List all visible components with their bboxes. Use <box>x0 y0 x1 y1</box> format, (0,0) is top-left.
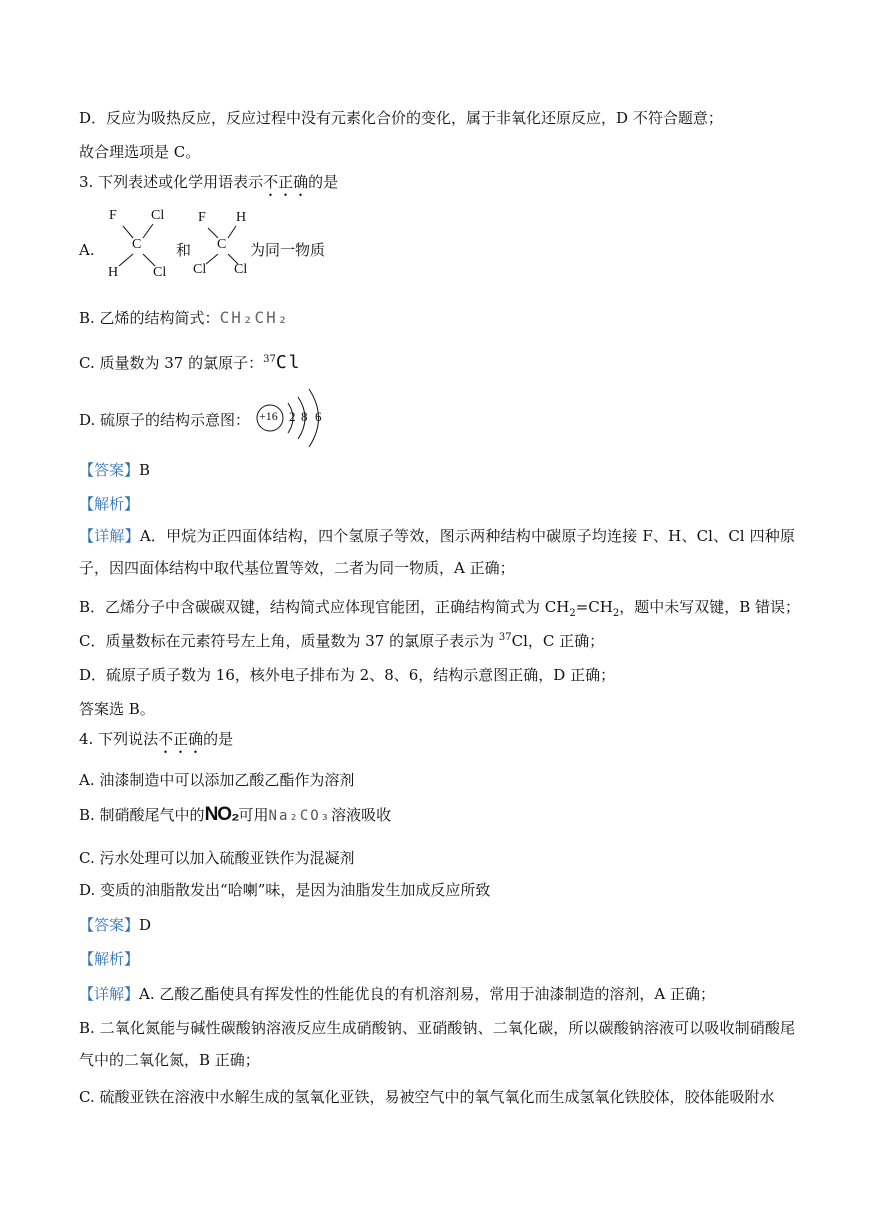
formula-image: NO₂ <box>204 804 239 825</box>
shell-count: 2 <box>289 409 296 424</box>
molecule-structure-1 <box>105 208 175 280</box>
atom-label: F <box>109 208 117 223</box>
emphasis-text: 不正确 <box>158 730 204 748</box>
option-d-text: D. 硫原子的结构示意图： <box>79 411 251 429</box>
option-b: B. 乙烯的结构简式：CH₂CH₂ <box>79 308 290 327</box>
detail-line-c: C. 硫酸亚铁在溶液中水解生成的氢氧化亚铁，易被空气中的氧气氧化而生成氢氧化铁胶体，胶体能吸附水 <box>79 1088 775 1106</box>
formula-image: Na₂CO₃ <box>268 808 332 824</box>
option-a-label: A. <box>79 241 95 259</box>
shell-count: 6 <box>315 409 322 424</box>
atom-label: C <box>217 237 227 252</box>
formula-image: CH₂CH₂ <box>219 308 290 327</box>
atom-label: Cl <box>193 262 207 277</box>
emphasis-text: 不正确 <box>263 173 309 191</box>
atom-label: H <box>236 210 247 225</box>
atom-label: H <box>108 265 119 280</box>
detail-paragraph: B. 二氧化氮能与碱性碳酸钠溶液反应生成硝酸钠、亚硝酸钠、二氧化碳，所以碳酸钠溶液可以吸收制硝酸尾气中的二氧化氮，B 正确； <box>79 1019 795 1069</box>
text-line: 故合理选项是 C。 <box>79 143 201 161</box>
answer-tag: 【答案】 <box>79 461 140 479</box>
detail-line-a: 【详解】A. 乙酸乙酯使具有挥发性的性能优良的有机溶剂易，常用于油漆制造的溶剂，A 正确； <box>79 985 715 1003</box>
option-c: C. 质量数为 37 的氯原子：$^{37}$Cl <box>79 352 302 373</box>
nucleus-charge: +16 <box>259 409 278 423</box>
mass-number: 37 <box>263 354 276 365</box>
detail-tag: 【详解】 <box>79 985 140 1003</box>
analysis-tag: 【解析】 <box>79 950 140 968</box>
text-line: D．反应为吸热反应，反应过程中没有元素化合价的变化，属于非氧化还原反应，D 不符合题意； <box>79 109 723 127</box>
option-a: A. 油漆制造中可以添加乙酸乙酯作为溶剂 <box>79 771 355 789</box>
atom-label: Cl <box>151 208 165 223</box>
sulfur-atom-diagram <box>254 385 334 453</box>
detail-line-c: C．质量数标在元素符号左上角，质量数为 37 的氯原子表示为 $^{37}$Cl，C 正确； <box>79 632 605 650</box>
element-symbol: Cl <box>275 352 302 373</box>
answer-line: 【答案】B <box>79 461 151 479</box>
option-d: D. 变质的油脂散发出“哈喇”味，是因为油脂发生加成反应所致 <box>79 881 491 899</box>
detail-tag: 【详解】 <box>79 527 140 545</box>
question-4: 4. 下列说法不正确的是 <box>79 730 234 748</box>
atom-label: F <box>198 210 206 225</box>
shell-count: 8 <box>301 409 308 424</box>
and-text: 和 <box>176 241 192 259</box>
option-a-tail: 为同一物质 <box>250 241 326 259</box>
question-3: 3. 下列表述或化学用语表示不正确的是 <box>79 173 339 191</box>
answer-line: 【答案】D <box>79 916 152 934</box>
detail-paragraph: 【详解】A．甲烷为正四面体结构，四个氢原子等效，图示两种结构中碳原子均连接 F、H、Cl、Cl 四种原子，因四面体结构中取代基位置等效，二者为同一物质，A 正确； <box>79 527 795 577</box>
option-c: C. 污水处理可以加入硫酸亚铁作为混凝剂 <box>79 849 355 867</box>
analysis-tag: 【解析】 <box>79 495 140 513</box>
atom-label: C <box>132 237 142 252</box>
detail-line-b: B．乙烯分子中含碳碳双键，结构简式应体现官能团，正确结构简式为 $CH_2=CH_2$，题中未写双键，B 错误； <box>79 598 801 619</box>
atom-label: Cl <box>234 262 248 277</box>
atom-label: Cl <box>153 265 167 280</box>
option-b: B. 制硝酸尾气中的NO₂可用Na₂CO₃溶液吸收 <box>79 804 392 825</box>
detail-line-d: D．硫原子质子数为 16，核外电子排布为 2、8、6，结构示意图正确，D 正确； <box>79 666 616 684</box>
answer-tag: 【答案】 <box>79 916 140 934</box>
answer-choice: 答案选 B。 <box>79 700 155 718</box>
